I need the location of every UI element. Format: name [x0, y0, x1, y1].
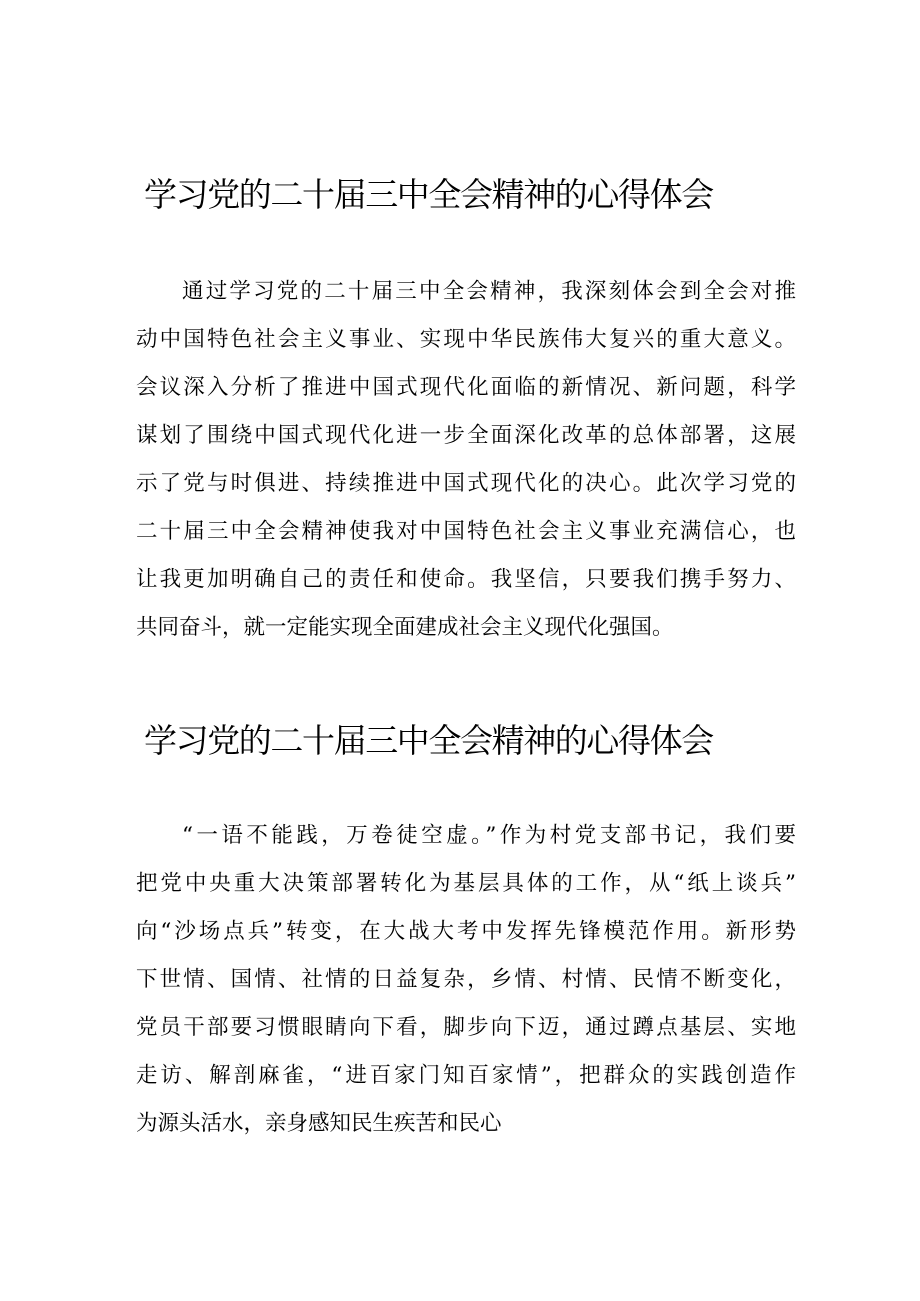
paragraph-line: 下世情、国情、社情的日益复杂，乡情、村情、民情不断变化， — [136, 967, 796, 992]
paragraph-line: 党员干部要习惯眼睛向下看，脚步向下迈，通过蹲点基层、实地 — [136, 1015, 796, 1040]
section-2-title: 学习党的二十届三中全会精神的心得体会 — [144, 721, 713, 760]
paragraph-line: 会议深入分析了推进中国式现代化面临的新情况、新问题，科学 — [136, 375, 796, 400]
paragraph-line: 通过学习党的二十届三中全会精神，我深刻体会到全会对推 — [182, 279, 796, 304]
section-2-paragraph — [136, 812, 796, 1148]
paragraph-line: 二十届三中全会精神使我对中国特色社会主义事业充满信心，也 — [136, 519, 796, 544]
paragraph-line: “一语不能践，万卷徒空虚。”作为村党支部书记，我们要 — [182, 823, 796, 848]
paragraph-line: 为源头活水，亲身感知民生疾苦和民心 — [136, 1111, 502, 1136]
paragraph-line: 走访、解剖麻雀，“进百家门知百家情”，把群众的实践创造作 — [136, 1063, 796, 1088]
paragraph-line: 向“沙场点兵”转变，在大战大考中发挥先锋模范作用。新形势 — [136, 919, 796, 944]
section-1-title: 学习党的二十届三中全会精神的心得体会 — [144, 175, 713, 214]
paragraph-line: 动中国特色社会主义事业、实现中华民族伟大复兴的重大意义。 — [136, 327, 796, 352]
paragraph-line: 谋划了围绕中国式现代化进一步全面深化改革的总体部署，这展 — [136, 423, 796, 448]
paragraph-line: 共同奋斗，就一定能实现全面建成社会主义现代化强国。 — [136, 615, 674, 640]
section-1-paragraph — [136, 268, 796, 652]
paragraph-line: 让我更加明确自己的责任和使命。我坚信，只要我们携手努力、 — [136, 567, 796, 592]
paragraph-line: 把党中央重大决策部署转化为基层具体的工作，从“纸上谈兵” — [136, 871, 796, 896]
paragraph-line: 示了党与时俱进、持续推进中国式现代化的决心。此次学习党的 — [136, 471, 796, 496]
